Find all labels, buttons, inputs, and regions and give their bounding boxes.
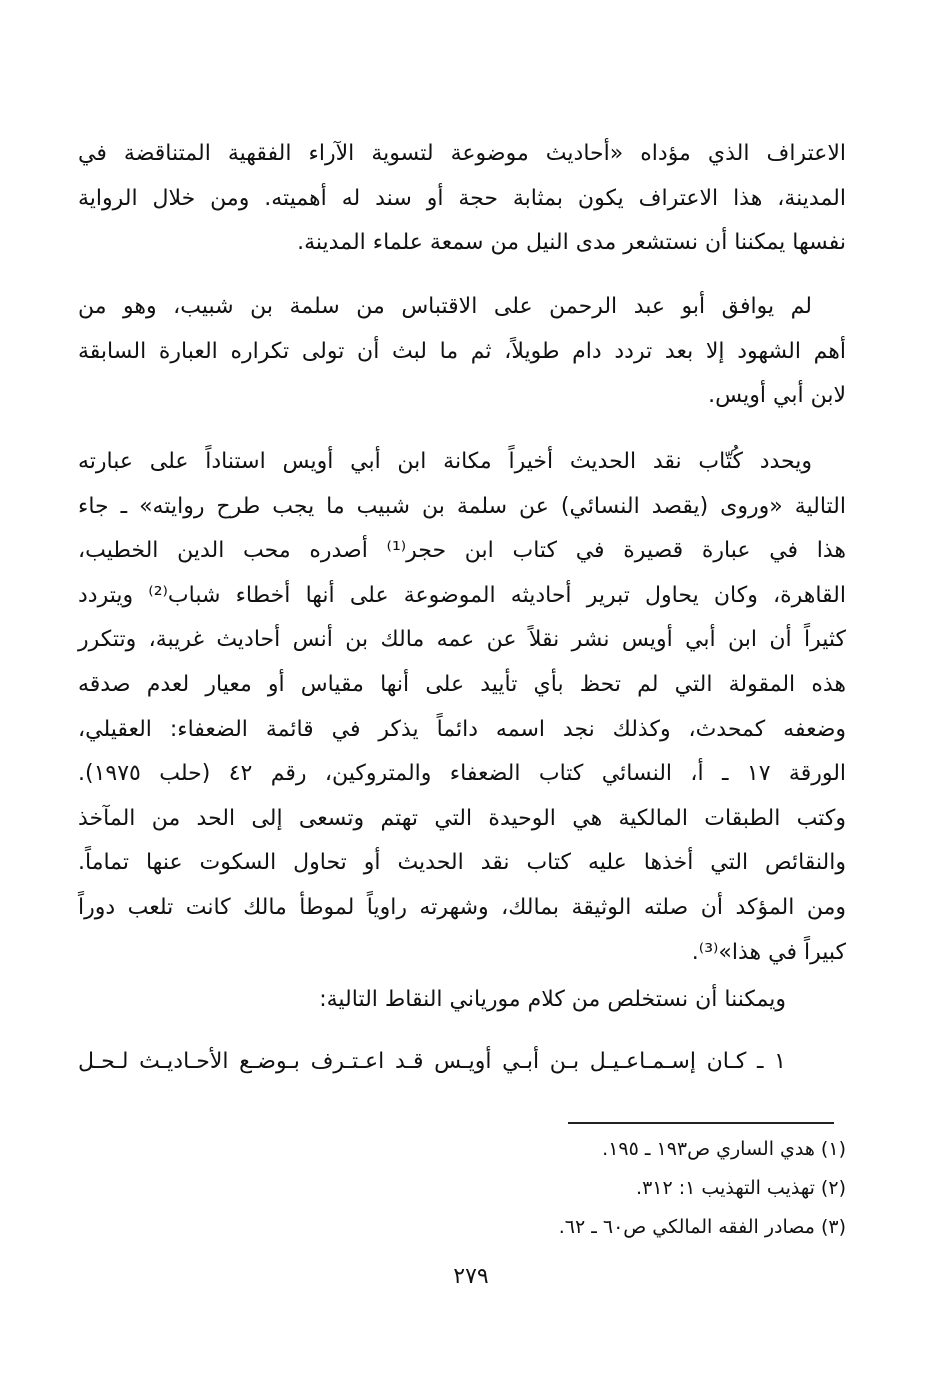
page-number: ٢٧٩ xyxy=(453,1264,489,1289)
paragraph-5 xyxy=(78,1040,846,1085)
paragraph-1 xyxy=(78,132,846,266)
paragraph-line: الورقة ١٧ ـ أ، النسائي كتاب الضعفاء والمتروكين، رقم ٤٢ (حلب ١٩٧٥). xyxy=(78,761,847,787)
footnote-1: (١) هدي الساري ص١٩٣ ـ ١٩٥. xyxy=(602,1138,846,1160)
paragraph-line: لابن أبي أويس. xyxy=(708,383,846,409)
footnote-separator xyxy=(568,1122,834,1124)
footnotes xyxy=(300,1130,846,1247)
paragraph-line: وضعفه كمحدث، وكذلك نجد اسمه دائماً يذكر في قائمة الضعفاء: العقيلي، xyxy=(78,716,846,742)
paragraph-line: المدينة، هذا الاعتراف يكون بمثابة حجة أو سند له أهميته. ومن خلال الرواية xyxy=(78,185,846,211)
paragraph-line: لم يوافق أبو عبد الرحمن على الاقتباس من سلمة بن شبيب، وهو من xyxy=(78,294,812,319)
paragraph-2 xyxy=(78,285,846,419)
paragraph-line: ١ ـ كـان إسـمـاعـيـل بـن أبـي أويـس قـد اعـتـرف بـوضـع الأحـاديـث لـحـل xyxy=(78,1049,786,1074)
paragraph-line: ويحدد كُتّاب نقد الحديث أخيراً مكانة ابن أبي أويس استناداً على عبارته xyxy=(78,449,812,474)
footnote-2: (٢) تهذيب التهذيب ١: ٣١٢. xyxy=(636,1177,846,1199)
paragraph-line: ويمكننا أن نستخلص من كلام موریاني النقاط التالية: xyxy=(319,987,786,1012)
paragraph-4 xyxy=(78,978,846,1023)
paragraph-line: ومن المؤكد أن صلته الوثيقة بمالك، وشهرته راوياً لموطأ مالك كانت تلعب دوراً xyxy=(78,894,846,920)
paragraph-line: وكتب الطبقات المالكية هي الوحيدة التي تهتم وتسعى إلى الحد من المآخذ xyxy=(78,805,846,831)
paragraph-line: كثيراً أن ابن أبي أويس نشر نقلاً عن عمه مالك بن أنس أحاديث غريبة، وتتكرر xyxy=(78,627,846,653)
paragraph-line: هذا في عبارة قصيرة في كتاب ابن حجر⁽¹⁾ أصدره محب الدين الخطيب، xyxy=(78,538,847,564)
paragraph-line: نفسها يمكننا أن نستشعر مدى النيل من سمعة علماء المدينة. xyxy=(297,230,846,256)
paragraph-line: أهم الشهود إلا بعد تردد دام طويلاً، ثم ما لبث أن تولى تكراره العبارة السابقة xyxy=(78,338,846,364)
paragraph-line: التالية «وروى (يقصد النسائي) عن سلمة بن شبيب ما يجب طرح روايته» ـ جاء xyxy=(78,493,846,519)
paragraph-line: هذه المقولة التي لم تحظ بأي تأييد على أنها مقياس أو معيار لعدم صدقه xyxy=(78,671,846,697)
paragraph-line: القاهرة، وكان يحاول تبرير أحاديثه الموضوعة على أنها أخطاء شباب⁽²⁾ ويتردد xyxy=(78,582,847,608)
paragraph-line: الاعتراف الذي مؤداه «أحاديث موضوعة لتسوية الآراء الفقهية المتناقضة في xyxy=(78,141,846,166)
footnote-3: (٣) مصادر الفقه المالكي ص٦٠ ـ ٦٢. xyxy=(558,1216,846,1238)
paragraph-line: كبيراً في هذا»⁽³⁾. xyxy=(691,939,846,965)
paragraph-3 xyxy=(78,440,846,975)
paragraph-line: والنقائص التي أخذها عليه كتاب نقد الحديث أو تحاول السكوت عنها تماماً. xyxy=(78,850,846,876)
